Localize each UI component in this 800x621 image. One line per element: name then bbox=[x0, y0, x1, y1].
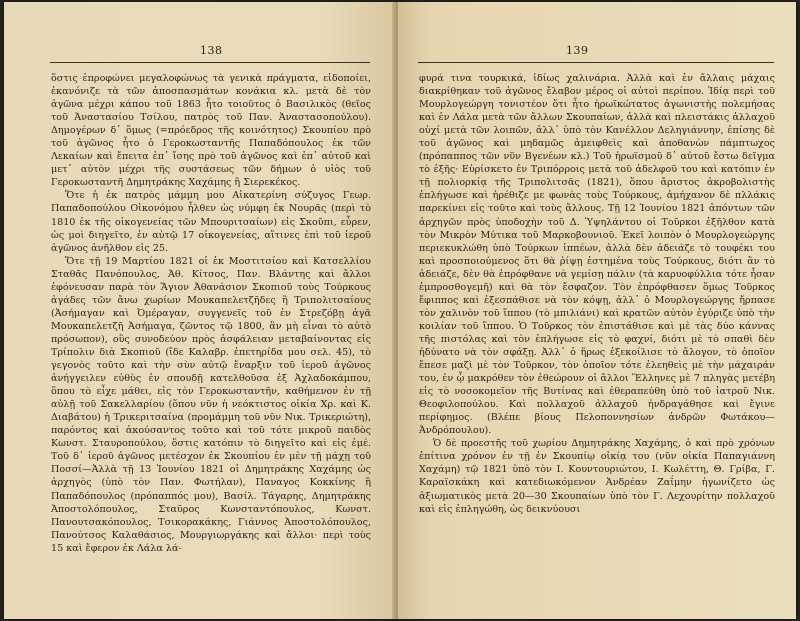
header-rule bbox=[50, 62, 370, 63]
paragraph: ὅστις ἐπροφώνει μεγαλοφώνως τὰ γενικὰ πράγματα, εἰδοποίει, ἐκανόνιζε τὰ τῶν ἀποσπασμάτων κονάκια κλ. μετὰ δὲ τὸν ἀγῶνα μέχρι κάπου τοῦ 1863 ἦτο τοιοῦτος ὁ Βασιλικὸς (θεῖος τοῦ Ἀναστασίου Τσίλου, πατρὸς τοῦ Παν. Ἀναστασοπούλου). Δημογέρων δ᾽ ὅμως (=πρόεδρος τῆς κοινότητος) Σκουπίου πρὸ τοῦ ἀγῶνος ἦτο ὁ Γεροκωσταντῆς Παπαδόπουλος ἐκ τῶν Λεκαίων καὶ ἔπειτα ἐπ᾽ ἴσης πρὸ τοῦ ἀγῶνος καὶ ἐπ᾽ αὐτοῦ καὶ μετ᾽ αὐτὸν μέχρι τῆς συστάσεως τῶν δήμων ὁ υἱὸς τοῦ Γεροκωσταντῆ Δημητράκης Χαχάμης ἢ Σιερεκέκος. bbox=[51, 73, 371, 189]
left-page bbox=[4, 2, 396, 619]
page-number: 138 bbox=[200, 44, 223, 57]
page-number: 139 bbox=[566, 44, 589, 57]
paragraph: Ὁ δὲ προεστῆς τοῦ χωρίου Δημητράκης Χαχάμης, ὁ καὶ πρὸ χρόνων ἐπίτινα χρόνον ἐν τῇ ἐν Σκουπίῳ οἰκίᾳ του (νῦν οἰκία Παπαγιάννη Χαχάμη) τῷ 1821 ὑπὸ τὸν Ι. Κουντουριώτου, Ι. Κωλέττη, Θ. Γρίβα, Γ. Καραϊσκάκη καὶ κατεδιωκόμενον Ἀνδρέαν Ζαΐμην ἠγωνίζετο ὡς ἀξιωματικὸς μετὰ 20—30 Σκουπαίων ὑπὸ τὸν Γ. Λεχουρίτην πολλαχοῦ καὶ εἰς ἐπληγώθη, ὡς δεικνύουσι bbox=[419, 438, 775, 515]
paragraph: Ὅτε τῇ 19 Μαρτίου 1821 οἱ ἐκ Μοστιτσίου καὶ Κατσελλίου Σταθᾶς Πανόπουλος, Ἀθ. Κίτσος, Παν. Βλάντης καὶ ἄλλοι ἐφόνευσαν παρὰ τὸν Ἅγιον Ἀθανάσιον Σκοπιοῦ τοὺς Τούρκους ἀγάδες τῶν ἄνω χωρίων Μουκαπελετζῆδες ἢ Τριπολιτσαίους (Ἀσήμαγαν καὶ Ὀμέραγαν, συγγενεῖς τοῦ ἐν Στρεζόβῃ ἀγᾶ Μουκαπελετζῆ Ἀσήμαγα, ζῶντος τῷ 1800, ἂν μὴ εἶναι τὸ αὐτὸ πρόσωπον), οὓς συνοδεύον πρὸς ἀσφάλειαν μεταβαίνοντας εἰς Τρίπολιν διὰ Σκοπιοῦ (ἴδε Καλαβρ. ἐπετηρίδα μου σελ. 45), τὸ γεγονὸς τοῦτο καὶ τὴν σὺν αὐτῷ ἔναρξιν τοῦ ἱεροῦ ἀγῶνος ἀνήγγειλεν εὐθὺς ἐν σπουδῇ κατελθοῦσα ἐξ Ἀχλαδοκάμπου, ὅπου τὸ εἶχε μάθει, εἰς τὸν Γεροκωσταντῆν, καθήμενον ἐν τῇ αὐλῇ τοῦ Σακελλαρίου (ὅπου νῦν ἡ νεόκτιστος οἰκία Χρ. καὶ Κ. Διαβάτου) ἡ Τρικεριτσαίνα (προμάμμη τοῦ νῦν Νικ. Τρικεριώτη), παρόντος καὶ ἀκούσαντος τοῦτο καὶ τοῦ τότε μικροῦ παιδὸς Κωνστ. Σταυροπούλου, ὅστις κατόπιν τὸ διηγεῖτο καὶ εἰς ἐμέ. Τοῦ δ᾽ ἱεροῦ ἀγῶνος μετέσχον ἐκ Σκουπίου ἐν μὲν τῇ μάχῃ τοῦ Ποσσί—Ἀλλὰ τῇ 13 Ἰουνίου 1821 οἱ Δημητράκης Χαχάμης ὡς ἀρχηγὸς (ὑπὸ τὸν Παν. Φωτήλαν), Παναγος Κοκκίνης ἢ Παπαδόπουλος (πρόπαππός μου), Βασίλ. Τάγαρης, Δημητράκης Ἀποστολόπουλος, Σταῦρος Κωνσταντόπουλος, Κωνστ. Πανουτσακόπουλος, Τσικορακάκης, Γιάννος Ἀποστολόπουλος, Πανούτσος Καλαθάσιος, Μουργιωργάκης καὶ ἄλλοι· περὶ τοὺς 15 καὶ ἔφερον ἐκ Λάλα λά- bbox=[51, 255, 371, 554]
page-body bbox=[419, 72, 775, 516]
page-body bbox=[51, 72, 371, 555]
paragraph: φυρά τινα τουρκικά, ἰδίως χαλινάρια. Ἀλλὰ καὶ ἐν ἄλλαις μάχαις διακρίθηκαν τοῦ ἀγῶνος ἔλαβον μέρος οἱ αὐτοὶ περίπου. Ἰδίᾳ περὶ τοῦ Μουρλογεώργη τονιστέον ὅτι ἦτο ἡρωϊκώτατος ἀγωνιστὴς πολεμήσας καὶ ἐν Λάλα μετὰ τῶν ἄλλων Σκουπαίων, ἀλλὰ καὶ πλειστάκις ἀλλαχοῦ οὐχί μετὰ τῶν λοιπῶν, ἀλλ᾽ ὑπὸ τὸν Κανέλλον Δεληγιάννην, ἐπίσης δὲ τοῦ ἀγῶνος καὶ μηδαμῶς ἀμειφθεὶς καὶ ἀποθανὼν πάμπτωχος (πρόπαππος τῶν νῦν Βγενέων κλ.) Τοῦ ἡρωϊσμοῦ δ᾽ αὐτοῦ ἔστω δεῖγμα τὸ ἑξῆς· Εὑρίσκετο ἐν Τριπόρροις μετὰ τοῦ ἀδελφοῦ του καὶ κατόπιν ἐν τῇ πολιορκίᾳ τῆς Τριπολιτσᾶς (1821), ὅπου ἄριστος ἀκροβολιστὴς ἐπλήγωσε καὶ ἠρέθιζε με φωνὰς τοὺς Τούρκους, ἀμήχανον δὲ πλλάκις παρεκίνει εἰς τοῦτο καὶ τοὺς ἄλλους. Τῇ 12 Ἰουνίου 1821 ἀπόντων τῶν ἀρχηγῶν πρὸς ὑποδοχὴν τοῦ Δ. Ὑψηλάντου οἱ Τοῦρκοι ἐξῆλθον κατὰ τὸν Μικρὸν Μύτικα τοῦ Μαρκοβουνιοῦ. Ἐκεῖ λοιπὸν ὁ Μουρλογεώργης περιεκυκλώθη ὑπὸ Τούρκων ἱππέων, ἀλλὰ δὲν ἀδειάζε τὸ τουφέκι του καὶ προσποιούμενος ὅτι θὰ ῥίψῃ ἐστημένα τοὺς Τούρκους, διότι ἂν τὸ ἀδειάζε, δὲν θὰ ἐπρόφθανε νὰ γεμίσῃ πάλιν (τὰ καρυοφύλλια τότε ἦσαν ἐμπροσθογεμῆ) καὶ θὰ τὸν ἔσφαζον. Τὸν ἐπρόφθασεν ὅμως Τοῦρκος ἔφιππος καὶ ἐξεσπάθισε νὰ τὸν κόψῃ, ἀλλ᾽ ὁ Μουρλογεώργης ἤρπασε τὸν χαλινὸν τοῦ ἵππου (τὸ μπιλιάνι) καὶ κρατῶν αὐτὸν ἐγύριζε ὑπὸ τὴν κοιλίαν τοῦ ἵππου. Ὁ Τοῦρκος τὸν ἐπιστάθισε καὶ μὲ τὰς δύο κάννας τῆς πιστόλας καὶ τὸν ἐπλήγωσε εἰς τὸ φαχνί, διότι μὲ τὸ σπαθὶ δὲν ἠδύνατο νὰ τὸν σφάξῃ. Ἀλλ᾽ ὁ ἥρως ἐξεκοίλισε τὸ ἄλογον, τὸ ὁποῖον ἔπεσε μαζὶ μὲ τὸν Τοῦρκον, τὸν ὁποῖον τότε ἐλεηθεὶς μὲ τὴν μάχαιράν του, ἐν ᾧ μακρόθεν τὸν ἐθεώρουν οἱ ἄλλοι Ἕλληνες μὲ 7 πληγὰς μετέβη εἰς τὸ νοσοκομεῖον τῆς Βυτίνας καὶ ἐθεραπεύθη ὑπὸ τοῦ ἰατροῦ Νικ. Θεοφιλοπούλου. Καὶ πολλαχοῦ ἀλλαχοῦ ἠνδραγάθησε καὶ ἔγινε περίφημος. (Βλέπε βίους Πελοποννησίων ἀνδρῶν Φωτάκου—Ἀνδρόπουλου). bbox=[419, 73, 775, 437]
header-rule bbox=[418, 62, 774, 63]
right-page bbox=[398, 2, 796, 619]
open-book bbox=[4, 2, 796, 619]
paragraph: Ὅτε ἡ ἐκ πατρὸς μάμμη μου Αἰκατερίνη σύζυγος Γεωρ. Παπαδοπούλου Οἰκονόμου ἦλθεν ὡς νύμφη ἐκ Νουρᾶς (περὶ τὸ 1810 ἐκ τῆς οἰκογενείας τῶν Μπουριτσαίων) εἰς Σκοῦπι, εὗρεν, ὡς μοὶ διηγεῖτο, ἐν αὐτῷ 17 οἰκογενείας, αἵτινες ἐπὶ τοῦ ἱεροῦ ἀγῶνος ἀνῆλθον εἰς 25. bbox=[51, 190, 371, 254]
